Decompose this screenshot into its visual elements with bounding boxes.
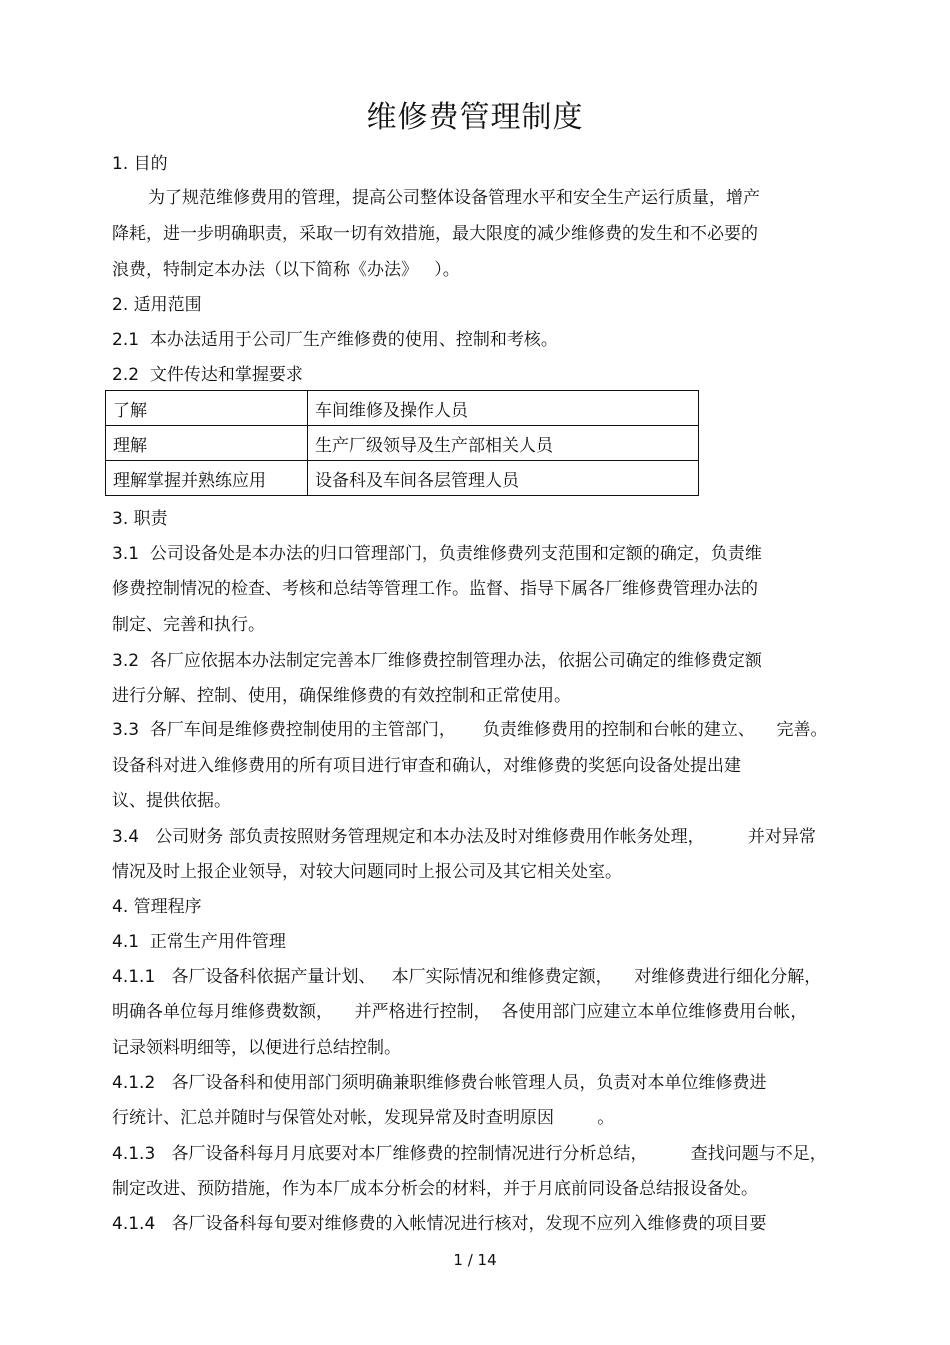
page-separator: / (467, 1251, 473, 1269)
section-heading: 4. 管理程序 (112, 897, 202, 917)
paragraph-line: 2.1 本办法适用于公司厂生产维修费的使用、控制和考核。 (112, 330, 558, 350)
table-cell-level: 了解 (106, 391, 308, 426)
paragraph-line: 4.1.1 各厂设备科依据产量计划、 本厂实际情况和维修费定额， 对维修费进行细化分解， (112, 967, 822, 987)
paragraph-line: 情况及时上报企业领导，对较大问题同时上报公司及其它相关处室。 (112, 862, 622, 882)
paragraph-line: 修费控制情况的检查、考核和总结等管理工作。监督、指导下属各厂维修费管理办法的 (112, 579, 758, 599)
page-title: 维修费管理制度 (366, 100, 584, 135)
section-heading: 3. 职责 (112, 509, 168, 529)
table-cell-people: 设备科及车间各层管理人员 (308, 461, 699, 496)
section-heading: 4.1 正常生产用件管理 (112, 932, 286, 952)
paragraph-line: 4.1.2 各厂设备科和使用部门须明确兼职维修费台帐管理人员，负责对本单位维修费进 (112, 1073, 767, 1093)
paragraph-line: 3.1 公司设备处是本办法的归口管理部门，负责维修费列支范围和定额的确定，负责维 (112, 544, 762, 564)
table-cell-people: 车间维修及操作人员 (308, 391, 699, 426)
paragraph-line: 记录领料明细等，以便进行总结控制。 (112, 1038, 401, 1058)
requirements-table (105, 390, 699, 496)
paragraph-line: 设备科对进入维修费用的所有项目进行审查和确认，对维修费的奖惩向设备处提出建 (112, 756, 741, 776)
paragraph-line: 4.1.4 各厂设备科每旬要对维修费的入帐情况进行核对，发现不应列入维修费的项目要 (112, 1214, 767, 1234)
table-row (106, 426, 699, 461)
section-heading: 2.2 文件传达和掌握要求 (112, 365, 303, 385)
table-cell-people: 生产厂级领导及生产部相关人员 (308, 426, 699, 461)
paragraph-line: 3.3 各厂车间是维修费控制使用的主管部门， 负责维修费用的控制和台帐的建立、 完善。 (112, 720, 828, 740)
section-heading: 1. 目的 (112, 154, 168, 174)
paragraph-line: 降耗，进一步明确职责，采取一切有效措施，最大限度的减少维修费的发生和不必要的 (112, 224, 758, 244)
total-pages: 14 (477, 1251, 497, 1269)
table-cell-level: 理解 (106, 426, 308, 461)
paragraph-line: 制定、完善和执行。 (112, 615, 265, 635)
paragraph-line: 3.4 公司财务 部负责按照财务管理规定和本办法及时对维修费用作帐务处理， 并对异常 (112, 827, 816, 847)
paragraph-line: 议、提供依据。 (112, 791, 231, 811)
table-row (106, 391, 699, 426)
paragraph-line: 3.2 各厂应依据本办法制定完善本厂维修费控制管理办法，依据公司确定的维修费定额 (112, 651, 762, 671)
paragraph-line: 制定改进、预防措施，作为本厂成本分析会的材料，并于月底前同设备总结报设备处。 (112, 1179, 758, 1199)
paragraph-line: 4.1.3 各厂设备科每月月底要对本厂维修费的控制情况进行分析总结， 查找问题与不足， (112, 1144, 827, 1164)
table-row (106, 461, 699, 496)
paragraph-line: 明确各单位每月维修费数额， 并严格进行控制， 各使用部门应建立本单位维修费用台帐， (112, 1002, 808, 1022)
table-cell-level: 理解掌握并熟练应用 (106, 461, 308, 496)
paragraph-line: 进行分解、控制、使用，确保维修费的有效控制和正常使用。 (112, 686, 571, 706)
current-page: 1 (453, 1251, 463, 1269)
page-number (0, 1250, 950, 1270)
paragraph-line: 行统计、汇总并随时与保管处对帐，发现异常及时查明原因 。 (112, 1108, 615, 1128)
paragraph-line: 浪费，特制定本办法（以下简称《办法》 ）。 (112, 260, 460, 280)
paragraph-line: 为了规范维修费用的管理，提高公司整体设备管理水平和安全生产运行质量，增产 (148, 188, 760, 208)
section-heading: 2. 适用范围 (112, 295, 202, 315)
